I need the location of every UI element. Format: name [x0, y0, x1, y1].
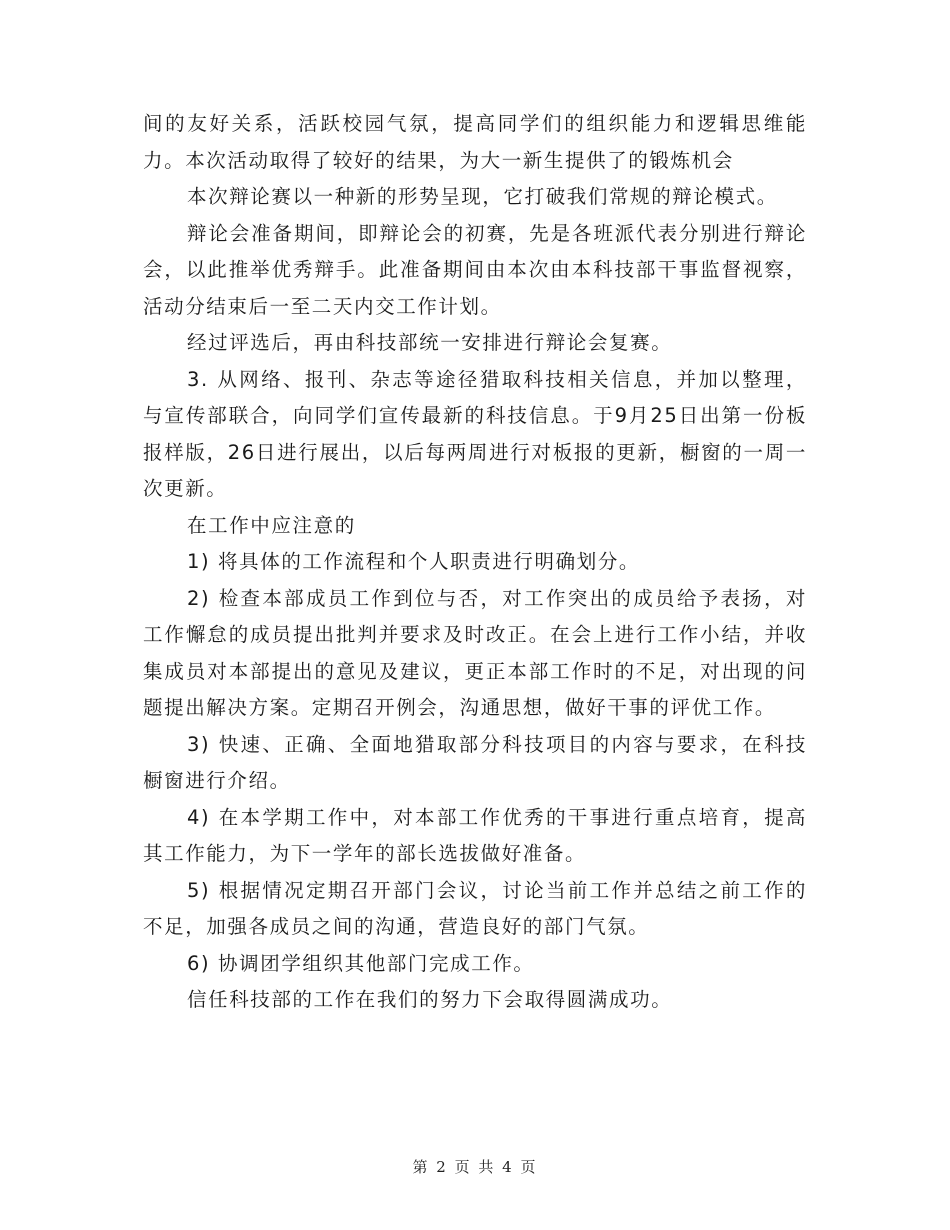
- list-item: 6) 协调团学组织其他部门完成工作。: [187, 951, 535, 975]
- section-heading: 在工作中应注意的: [187, 513, 356, 537]
- document-body: [143, 106, 807, 1019]
- list-item: 1) 将具体的工作流程和个人职责进行明确划分。: [187, 550, 641, 573]
- list-item: 3) 快速、正确、全面地猎取部分科技项目的内容与要求，在科技橱窗进行介绍。: [143, 732, 807, 792]
- list-item: 2) 检查本部成员工作到位与否，对工作突出的成员给予表扬，对工作懈怠的成员提出批判并要求及时改正。在会上进行工作小结，并收集成员对本部提出的意见及建议，更正本部工作时的不足，对出现的问题提出解决方案。定期召开例会，沟通思想，做好干事的评优工作。: [143, 586, 807, 719]
- page-number: 第 2 页 共 4 页: [412, 1158, 538, 1176]
- page-footer: [0, 1156, 950, 1177]
- paragraph: 经过评选后，再由科技部统一安排进行辩论会复赛。: [187, 331, 673, 354]
- paragraph: 3. 从网络、报刊、杂志等途径猎取科技相关信息，并加以整理，与宣传部联合，向同学们宣传最新的科技信息。于9月25日出第一份板报样版，26日进行展出，以后每两周进行对板报的更新，橱窗的一周一次更新。: [143, 367, 807, 500]
- paragraph: 辩论会准备期间，即辩论会的初赛，先是各班派代表分别进行辩论会，以此推举优秀辩手。此准备期间由本次由本科技部干事监督视察，活动分结束后一至二天内交工作计划。: [143, 221, 807, 318]
- paragraph: 间的友好关系，活跃校园气氛，提高同学们的组织能力和逻辑思维能力。本次活动取得了较好的结果，为大一新生提供了的锻炼机会: [143, 112, 807, 172]
- closing-paragraph: 信任科技部的工作在我们的努力下会取得圆满成功。: [187, 988, 673, 1011]
- list-item: 4) 在本学期工作中，对本部工作优秀的干事进行重点培育，提高其工作能力，为下一学年的部长选拔做好准备。: [143, 805, 807, 865]
- paragraph: 本次辩论赛以一种新的形势呈现，它打破我们常规的辩论模式。: [187, 185, 778, 208]
- list-item: 5) 根据情况定期召开部门会议，讨论当前工作并总结之前工作的不足，加强各成员之间的沟通，营造良好的部门气氛。: [143, 878, 807, 938]
